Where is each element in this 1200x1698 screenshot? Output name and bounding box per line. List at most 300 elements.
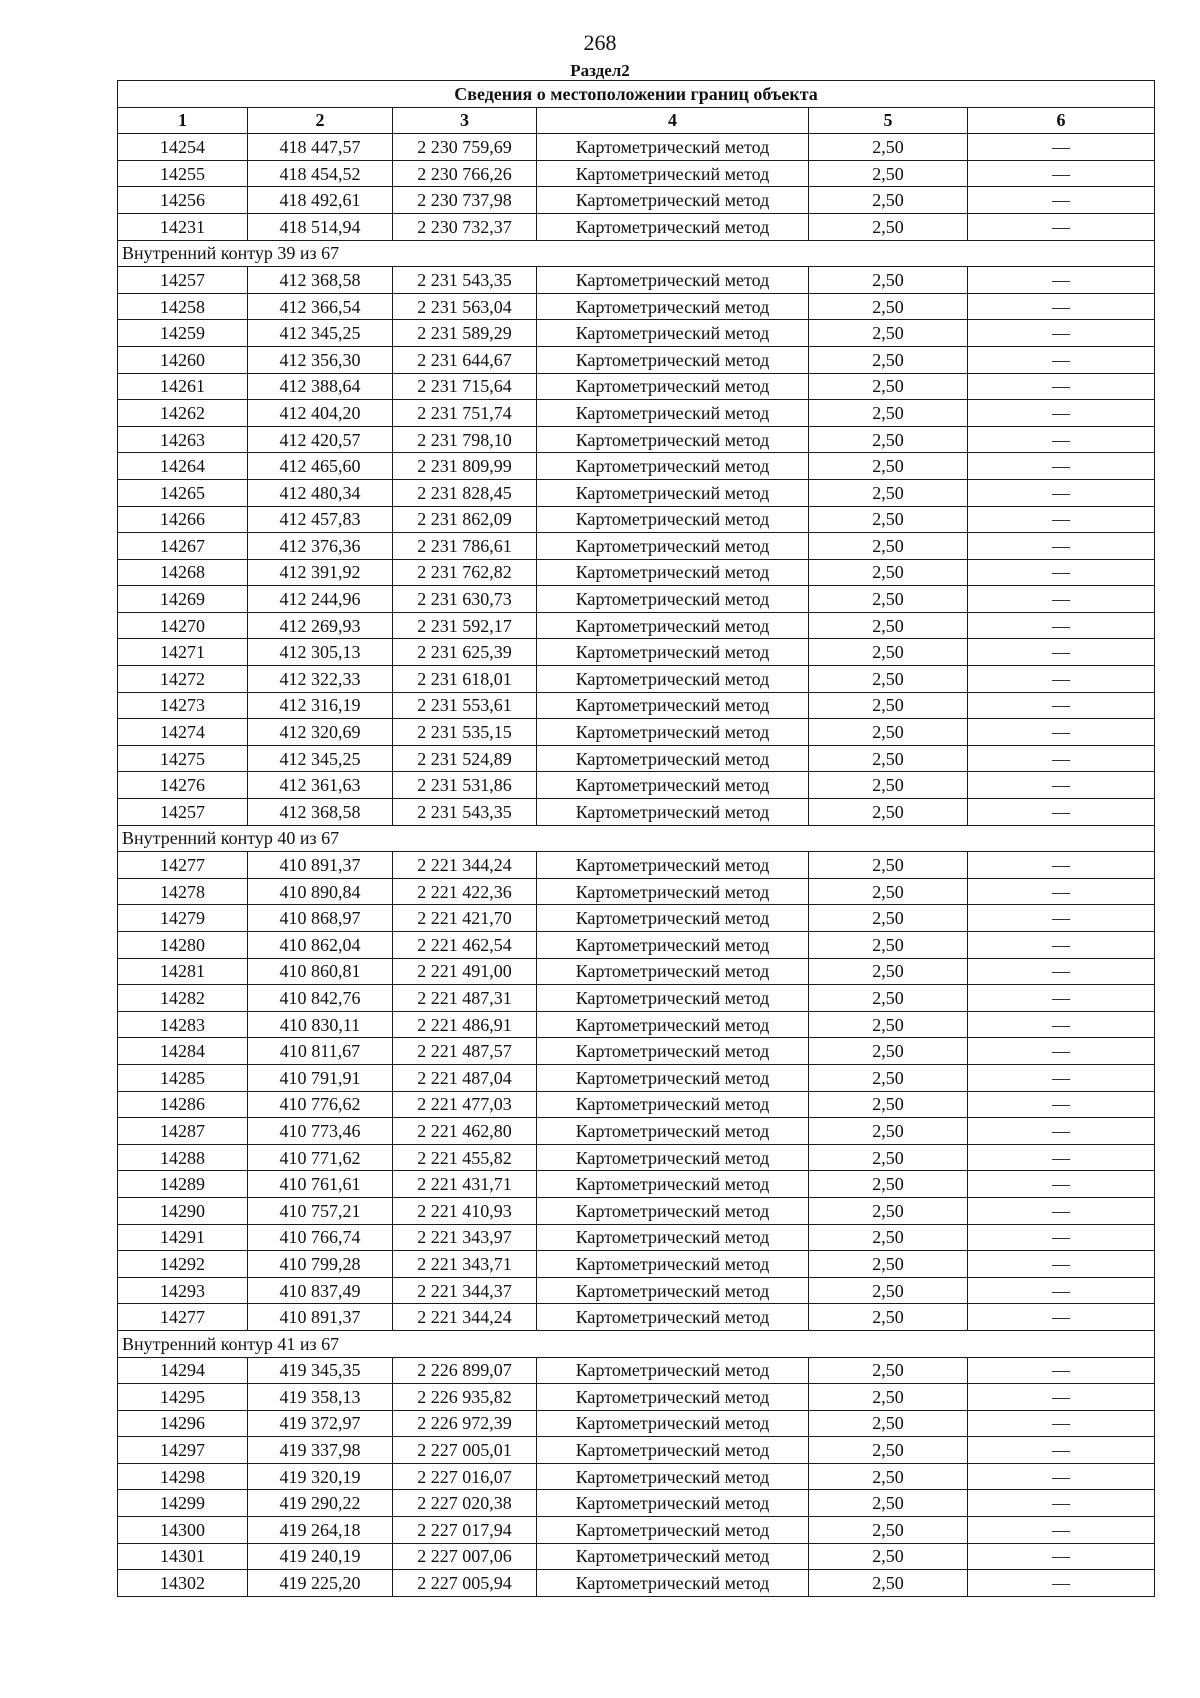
method-cell: Картометрический метод (537, 586, 809, 613)
y-coordinate-cell: 2 221 410,93 (393, 1197, 537, 1224)
table-row (118, 905, 1155, 932)
point-number-cell: 14295 (118, 1384, 248, 1411)
x-coordinate-cell: 412 391,92 (248, 559, 393, 586)
table-row (118, 1118, 1155, 1145)
accuracy-cell: 2,50 (809, 1304, 968, 1331)
accuracy-cell: 2,50 (809, 293, 968, 320)
point-number-cell: 14299 (118, 1490, 248, 1517)
accuracy-cell: 2,50 (809, 1517, 968, 1544)
table-row (118, 666, 1155, 693)
description-cell: — (968, 160, 1155, 187)
accuracy-cell: 2,50 (809, 1011, 968, 1038)
table-row (118, 346, 1155, 373)
method-cell: Картометрический метод (537, 187, 809, 214)
x-coordinate-cell: 410 791,91 (248, 1064, 393, 1091)
y-coordinate-cell: 2 231 644,67 (393, 346, 537, 373)
method-cell: Картометрический метод (537, 213, 809, 240)
method-cell: Картометрический метод (537, 1118, 809, 1145)
y-coordinate-cell: 2 221 462,54 (393, 932, 537, 959)
point-number-cell: 14278 (118, 878, 248, 905)
x-coordinate-cell: 419 264,18 (248, 1517, 393, 1544)
table-row (118, 1384, 1155, 1411)
y-coordinate-cell: 2 231 630,73 (393, 586, 537, 613)
point-number-cell: 14287 (118, 1118, 248, 1145)
accuracy-cell: 2,50 (809, 666, 968, 693)
table-row (118, 400, 1155, 427)
table-row (118, 1410, 1155, 1437)
y-coordinate-cell: 2 221 343,71 (393, 1251, 537, 1278)
table-row (118, 1437, 1155, 1464)
y-coordinate-cell: 2 231 589,29 (393, 320, 537, 347)
x-coordinate-cell: 412 376,36 (248, 533, 393, 560)
description-cell: — (968, 745, 1155, 772)
x-coordinate-cell: 418 514,94 (248, 213, 393, 240)
accuracy-cell: 2,50 (809, 506, 968, 533)
table-row (118, 1038, 1155, 1065)
point-number-cell: 14261 (118, 373, 248, 400)
y-coordinate-cell: 2 221 344,24 (393, 852, 537, 879)
accuracy-cell: 2,50 (809, 958, 968, 985)
description-cell: — (968, 1011, 1155, 1038)
point-number-cell: 14280 (118, 932, 248, 959)
description-cell: — (968, 985, 1155, 1012)
point-number-cell: 14269 (118, 586, 248, 613)
accuracy-cell: 2,50 (809, 1357, 968, 1384)
description-cell: — (968, 453, 1155, 480)
table-row (118, 852, 1155, 879)
method-cell: Картометрический метод (537, 506, 809, 533)
table-row (118, 878, 1155, 905)
x-coordinate-cell: 410 761,61 (248, 1171, 393, 1198)
method-cell: Картометрический метод (537, 692, 809, 719)
x-coordinate-cell: 412 269,93 (248, 612, 393, 639)
table-row (118, 1570, 1155, 1597)
point-number-cell: 14283 (118, 1011, 248, 1038)
point-number-cell: 14255 (118, 160, 248, 187)
y-coordinate-cell: 2 231 625,39 (393, 639, 537, 666)
point-number-cell: 14291 (118, 1224, 248, 1251)
point-number-cell: 14279 (118, 905, 248, 932)
y-coordinate-cell: 2 231 828,45 (393, 479, 537, 506)
method-cell: Картометрический метод (537, 533, 809, 560)
x-coordinate-cell: 412 368,58 (248, 267, 393, 294)
y-coordinate-cell: 2 221 421,70 (393, 905, 537, 932)
point-number-cell: 14286 (118, 1091, 248, 1118)
accuracy-cell: 2,50 (809, 213, 968, 240)
point-number-cell: 14275 (118, 745, 248, 772)
x-coordinate-cell: 410 771,62 (248, 1144, 393, 1171)
accuracy-cell: 2,50 (809, 745, 968, 772)
x-coordinate-cell: 419 240,19 (248, 1543, 393, 1570)
accuracy-cell: 2,50 (809, 1490, 968, 1517)
table-row (118, 1091, 1155, 1118)
accuracy-cell: 2,50 (809, 1251, 968, 1278)
method-cell: Картометрический метод (537, 1064, 809, 1091)
description-cell: — (968, 213, 1155, 240)
accuracy-cell: 2,50 (809, 1038, 968, 1065)
x-coordinate-cell: 410 837,49 (248, 1277, 393, 1304)
table-row (118, 772, 1155, 799)
point-number-cell: 14271 (118, 639, 248, 666)
y-coordinate-cell: 2 230 737,98 (393, 187, 537, 214)
method-cell: Картометрический метод (537, 1490, 809, 1517)
point-number-cell: 14290 (118, 1197, 248, 1224)
method-cell: Картометрический метод (537, 559, 809, 586)
accuracy-cell: 2,50 (809, 1171, 968, 1198)
y-coordinate-cell: 2 231 563,04 (393, 293, 537, 320)
x-coordinate-cell: 412 345,25 (248, 320, 393, 347)
accuracy-cell: 2,50 (809, 1463, 968, 1490)
table-row (118, 1064, 1155, 1091)
x-coordinate-cell: 419 358,13 (248, 1384, 393, 1411)
y-coordinate-cell: 2 231 535,15 (393, 719, 537, 746)
method-cell: Картометрический метод (537, 293, 809, 320)
y-coordinate-cell: 2 231 715,64 (393, 373, 537, 400)
accuracy-cell: 2,50 (809, 373, 968, 400)
description-cell: — (968, 1490, 1155, 1517)
accuracy-cell: 2,50 (809, 1410, 968, 1437)
y-coordinate-cell: 2 226 899,07 (393, 1357, 537, 1384)
description-cell: — (968, 932, 1155, 959)
method-cell: Картометрический метод (537, 1570, 809, 1597)
point-number-cell: 14294 (118, 1357, 248, 1384)
table-row (118, 1011, 1155, 1038)
table-row (118, 1224, 1155, 1251)
method-cell: Картометрический метод (537, 479, 809, 506)
x-coordinate-cell: 412 356,30 (248, 346, 393, 373)
description-cell: — (968, 692, 1155, 719)
y-coordinate-cell: 2 221 477,03 (393, 1091, 537, 1118)
y-coordinate-cell: 2 227 016,07 (393, 1463, 537, 1490)
y-coordinate-cell: 2 231 798,10 (393, 426, 537, 453)
table-row (118, 586, 1155, 613)
x-coordinate-cell: 410 891,37 (248, 1304, 393, 1331)
description-cell: — (968, 187, 1155, 214)
accuracy-cell: 2,50 (809, 1384, 968, 1411)
point-number-cell: 14231 (118, 213, 248, 240)
x-coordinate-cell: 410 842,76 (248, 985, 393, 1012)
table-row (118, 932, 1155, 959)
table-row (118, 639, 1155, 666)
description-cell: — (968, 1437, 1155, 1464)
x-coordinate-cell: 412 420,57 (248, 426, 393, 453)
table-row (118, 1463, 1155, 1490)
table-row (118, 1171, 1155, 1198)
point-number-cell: 14257 (118, 267, 248, 294)
table-row (118, 213, 1155, 240)
table-row (118, 692, 1155, 719)
x-coordinate-cell: 410 757,21 (248, 1197, 393, 1224)
description-cell: — (968, 134, 1155, 161)
x-coordinate-cell: 419 372,97 (248, 1410, 393, 1437)
method-cell: Картометрический метод (537, 666, 809, 693)
method-cell: Картометрический метод (537, 1517, 809, 1544)
accuracy-cell: 2,50 (809, 1277, 968, 1304)
x-coordinate-cell: 419 345,35 (248, 1357, 393, 1384)
accuracy-cell: 2,50 (809, 1091, 968, 1118)
method-cell: Картометрический метод (537, 1463, 809, 1490)
point-number-cell: 14285 (118, 1064, 248, 1091)
y-coordinate-cell: 2 231 862,09 (393, 506, 537, 533)
contour-label: Внутренний контур 40 из 67 (118, 825, 1155, 852)
point-number-cell: 14260 (118, 346, 248, 373)
method-cell: Картометрический метод (537, 1171, 809, 1198)
accuracy-cell: 2,50 (809, 1197, 968, 1224)
x-coordinate-cell: 419 320,19 (248, 1463, 393, 1490)
method-cell: Картометрический метод (537, 1357, 809, 1384)
accuracy-cell: 2,50 (809, 134, 968, 161)
table-row (118, 134, 1155, 161)
x-coordinate-cell: 418 454,52 (248, 160, 393, 187)
method-cell: Картометрический метод (537, 985, 809, 1012)
point-number-cell: 14267 (118, 533, 248, 560)
accuracy-cell: 2,50 (809, 187, 968, 214)
table-row (118, 1517, 1155, 1544)
y-coordinate-cell: 2 221 431,71 (393, 1171, 537, 1198)
x-coordinate-cell: 412 457,83 (248, 506, 393, 533)
table-row (118, 985, 1155, 1012)
description-cell: — (968, 1171, 1155, 1198)
description-cell: — (968, 799, 1155, 826)
point-number-cell: 14292 (118, 1251, 248, 1278)
method-cell: Картометрический метод (537, 1091, 809, 1118)
y-coordinate-cell: 2 227 005,94 (393, 1570, 537, 1597)
point-number-cell: 14259 (118, 320, 248, 347)
description-cell: — (968, 506, 1155, 533)
table-row (118, 267, 1155, 294)
method-cell: Картометрический метод (537, 612, 809, 639)
accuracy-cell: 2,50 (809, 479, 968, 506)
point-number-cell: 14298 (118, 1463, 248, 1490)
x-coordinate-cell: 419 225,20 (248, 1570, 393, 1597)
table-row (118, 1543, 1155, 1570)
y-coordinate-cell: 2 231 751,74 (393, 400, 537, 427)
column-header-row (118, 107, 1155, 134)
table-row (118, 320, 1155, 347)
method-cell: Картометрический метод (537, 719, 809, 746)
section-title: Раздел2 (570, 61, 630, 80)
x-coordinate-cell: 418 447,57 (248, 134, 393, 161)
table-body (118, 134, 1155, 1597)
method-cell: Картометрический метод (537, 1144, 809, 1171)
column-header: 4 (537, 107, 809, 134)
point-number-cell: 14257 (118, 799, 248, 826)
column-header: 1 (118, 107, 248, 134)
point-number-cell: 14302 (118, 1570, 248, 1597)
method-cell: Картометрический метод (537, 639, 809, 666)
method-cell: Картометрический метод (537, 1437, 809, 1464)
contour-header-row (118, 1330, 1155, 1357)
x-coordinate-cell: 412 305,13 (248, 639, 393, 666)
x-coordinate-cell: 412 244,96 (248, 586, 393, 613)
accuracy-cell: 2,50 (809, 1437, 968, 1464)
accuracy-cell: 2,50 (809, 453, 968, 480)
table-row (118, 187, 1155, 214)
description-cell: — (968, 479, 1155, 506)
description-cell: — (968, 1064, 1155, 1091)
column-header: 3 (393, 107, 537, 134)
point-number-cell: 14273 (118, 692, 248, 719)
method-cell: Картометрический метод (537, 1277, 809, 1304)
point-number-cell: 14281 (118, 958, 248, 985)
method-cell: Картометрический метод (537, 1384, 809, 1411)
description-cell: — (968, 1410, 1155, 1437)
y-coordinate-cell: 2 221 491,00 (393, 958, 537, 985)
x-coordinate-cell: 419 290,22 (248, 1490, 393, 1517)
method-cell: Картометрический метод (537, 320, 809, 347)
y-coordinate-cell: 2 231 786,61 (393, 533, 537, 560)
y-coordinate-cell: 2 231 543,35 (393, 799, 537, 826)
x-coordinate-cell: 410 868,97 (248, 905, 393, 932)
y-coordinate-cell: 2 227 017,94 (393, 1517, 537, 1544)
method-cell: Картометрический метод (537, 453, 809, 480)
x-coordinate-cell: 412 320,69 (248, 719, 393, 746)
x-coordinate-cell: 419 337,98 (248, 1437, 393, 1464)
description-cell: — (968, 426, 1155, 453)
description-cell: — (968, 320, 1155, 347)
table-row (118, 373, 1155, 400)
method-cell: Картометрический метод (537, 799, 809, 826)
y-coordinate-cell: 2 230 732,37 (393, 213, 537, 240)
accuracy-cell: 2,50 (809, 267, 968, 294)
method-cell: Картометрический метод (537, 134, 809, 161)
table-row (118, 559, 1155, 586)
description-cell: — (968, 1384, 1155, 1411)
x-coordinate-cell: 412 361,63 (248, 772, 393, 799)
description-cell: — (968, 1517, 1155, 1544)
point-number-cell: 14263 (118, 426, 248, 453)
x-coordinate-cell: 410 811,67 (248, 1038, 393, 1065)
accuracy-cell: 2,50 (809, 533, 968, 560)
table-row (118, 426, 1155, 453)
y-coordinate-cell: 2 221 344,37 (393, 1277, 537, 1304)
y-coordinate-cell: 2 221 487,57 (393, 1038, 537, 1065)
point-number-cell: 14301 (118, 1543, 248, 1570)
description-cell: — (968, 1357, 1155, 1384)
description-cell: — (968, 852, 1155, 879)
column-header: 2 (248, 107, 393, 134)
method-cell: Картометрический метод (537, 426, 809, 453)
y-coordinate-cell: 2 226 972,39 (393, 1410, 537, 1437)
accuracy-cell: 2,50 (809, 799, 968, 826)
point-number-cell: 14258 (118, 293, 248, 320)
point-number-cell: 14288 (118, 1144, 248, 1171)
description-cell: — (968, 878, 1155, 905)
description-cell: — (968, 293, 1155, 320)
method-cell: Картометрический метод (537, 1251, 809, 1278)
table-row (118, 719, 1155, 746)
accuracy-cell: 2,50 (809, 1224, 968, 1251)
point-number-cell: 14256 (118, 187, 248, 214)
x-coordinate-cell: 410 799,28 (248, 1251, 393, 1278)
description-cell: — (968, 772, 1155, 799)
x-coordinate-cell: 410 773,46 (248, 1118, 393, 1145)
accuracy-cell: 2,50 (809, 160, 968, 187)
x-coordinate-cell: 410 890,84 (248, 878, 393, 905)
x-coordinate-cell: 412 404,20 (248, 400, 393, 427)
table-row (118, 1251, 1155, 1278)
table-row (118, 453, 1155, 480)
point-number-cell: 14284 (118, 1038, 248, 1065)
point-number-cell: 14262 (118, 400, 248, 427)
accuracy-cell: 2,50 (809, 878, 968, 905)
x-coordinate-cell: 418 492,61 (248, 187, 393, 214)
method-cell: Картометрический метод (537, 772, 809, 799)
method-cell: Картометрический метод (537, 160, 809, 187)
y-coordinate-cell: 2 231 809,99 (393, 453, 537, 480)
column-header: 5 (809, 107, 968, 134)
table-row (118, 1277, 1155, 1304)
accuracy-cell: 2,50 (809, 985, 968, 1012)
description-cell: — (968, 346, 1155, 373)
table-row (118, 160, 1155, 187)
method-cell: Картометрический метод (537, 346, 809, 373)
description-cell: — (968, 267, 1155, 294)
accuracy-cell: 2,50 (809, 1064, 968, 1091)
x-coordinate-cell: 410 776,62 (248, 1091, 393, 1118)
accuracy-cell: 2,50 (809, 400, 968, 427)
point-number-cell: 14293 (118, 1277, 248, 1304)
y-coordinate-cell: 2 226 935,82 (393, 1384, 537, 1411)
table-caption-row (118, 81, 1155, 108)
x-coordinate-cell: 410 862,04 (248, 932, 393, 959)
x-coordinate-cell: 412 368,58 (248, 799, 393, 826)
description-cell: — (968, 586, 1155, 613)
accuracy-cell: 2,50 (809, 772, 968, 799)
accuracy-cell: 2,50 (809, 852, 968, 879)
point-number-cell: 14289 (118, 1171, 248, 1198)
table-row (118, 1304, 1155, 1331)
point-number-cell: 14300 (118, 1517, 248, 1544)
method-cell: Картометрический метод (537, 1197, 809, 1224)
description-cell: — (968, 1197, 1155, 1224)
description-cell: — (968, 1251, 1155, 1278)
description-cell: — (968, 958, 1155, 985)
y-coordinate-cell: 2 221 344,24 (393, 1304, 537, 1331)
point-number-cell: 14264 (118, 453, 248, 480)
x-coordinate-cell: 412 465,60 (248, 453, 393, 480)
description-cell: — (968, 719, 1155, 746)
contour-header-row (118, 825, 1155, 852)
table-row (118, 1144, 1155, 1171)
table-row (118, 745, 1155, 772)
method-cell: Картометрический метод (537, 878, 809, 905)
point-number-cell: 14270 (118, 612, 248, 639)
description-cell: — (968, 639, 1155, 666)
boundary-table (117, 80, 1155, 1597)
y-coordinate-cell: 2 221 486,91 (393, 1011, 537, 1038)
method-cell: Картометрический метод (537, 267, 809, 294)
method-cell: Картометрический метод (537, 905, 809, 932)
accuracy-cell: 2,50 (809, 1144, 968, 1171)
y-coordinate-cell: 2 221 455,82 (393, 1144, 537, 1171)
x-coordinate-cell: 412 480,34 (248, 479, 393, 506)
method-cell: Картометрический метод (537, 1543, 809, 1570)
description-cell: — (968, 1304, 1155, 1331)
x-coordinate-cell: 410 766,74 (248, 1224, 393, 1251)
table-row (118, 958, 1155, 985)
accuracy-cell: 2,50 (809, 426, 968, 453)
y-coordinate-cell: 2 231 762,82 (393, 559, 537, 586)
table-row (118, 1197, 1155, 1224)
method-cell: Картометрический метод (537, 1224, 809, 1251)
table-row (118, 799, 1155, 826)
point-number-cell: 14277 (118, 1304, 248, 1331)
y-coordinate-cell: 2 227 020,38 (393, 1490, 537, 1517)
method-cell: Картометрический метод (537, 1011, 809, 1038)
description-cell: — (968, 905, 1155, 932)
accuracy-cell: 2,50 (809, 932, 968, 959)
